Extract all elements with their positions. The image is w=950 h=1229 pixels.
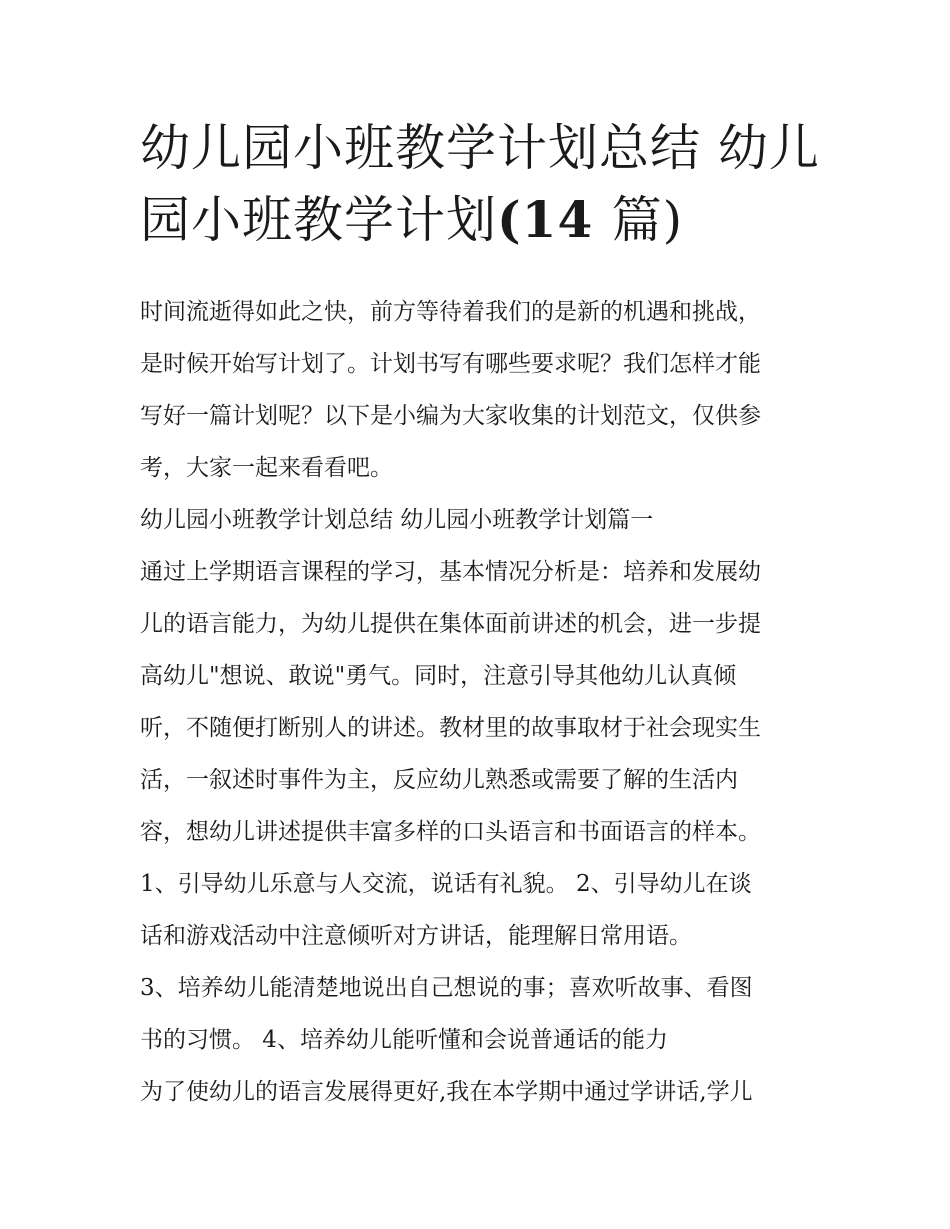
text-line: 容，想幼儿讲述提供丰富多样的口头语言和书面语言的样本。 xyxy=(140,819,761,845)
document-page xyxy=(140,112,820,1118)
text-line: 1、引导幼儿乐意与人交流，说话有礼貌。 2、引导幼儿在谈 xyxy=(140,871,752,897)
title-count: (14 xyxy=(497,190,612,249)
text-line: 高幼儿"想说、敢说"勇气。同时，注意引导其他幼儿认真倾 xyxy=(140,663,737,689)
text-line: 为了使幼儿的语言发展得更好,我在本学期中通过学讲话,学儿 xyxy=(140,1079,753,1105)
text-line: 考，大家一起来看看吧。 xyxy=(140,455,393,481)
document-title xyxy=(140,112,820,256)
text-line: 听，不随便打断别人的讲述。教材里的故事取材于社会现实生 xyxy=(140,715,761,741)
text-line: 时间流逝得如此之快，前方等待着我们的是新的机遇和挑战， xyxy=(140,299,761,325)
text-line: 儿的语言能力，为幼儿提供在集体面前讲述的机会，进一步提 xyxy=(140,611,761,637)
document-body xyxy=(140,286,820,1118)
text-line: 写好一篇计划呢？以下是小编为大家收集的计划范文，仅供参 xyxy=(140,403,761,429)
text-line: 3、培养幼儿能清楚地说出自己想说的事；喜欢听故事、看图 xyxy=(140,975,753,1001)
text-line: 活，一叙述时事件为主，反应幼儿熟悉或需要了解的生活内 xyxy=(140,767,738,793)
title-text: 幼儿园小班教学计划总结 幼儿园小班教学计划 xyxy=(140,119,820,249)
text-line: 通过上学期语言课程的学习，基本情况分析是：培养和发展幼 xyxy=(140,559,761,585)
title-suffix: 篇) xyxy=(611,191,684,249)
text-line: 是时候开始写计划了。计划书写有哪些要求呢？我们怎样才能 xyxy=(140,351,761,377)
section-heading: 幼儿园小班教学计划总结 幼儿园小班教学计划篇一 xyxy=(140,507,654,533)
text-line: 话和游戏活动中注意倾听对方讲话，能理解日常用语。 xyxy=(140,923,692,949)
text-line: 书的习惯。 4、培养幼儿能听懂和会说普通话的能力 xyxy=(140,1027,668,1053)
